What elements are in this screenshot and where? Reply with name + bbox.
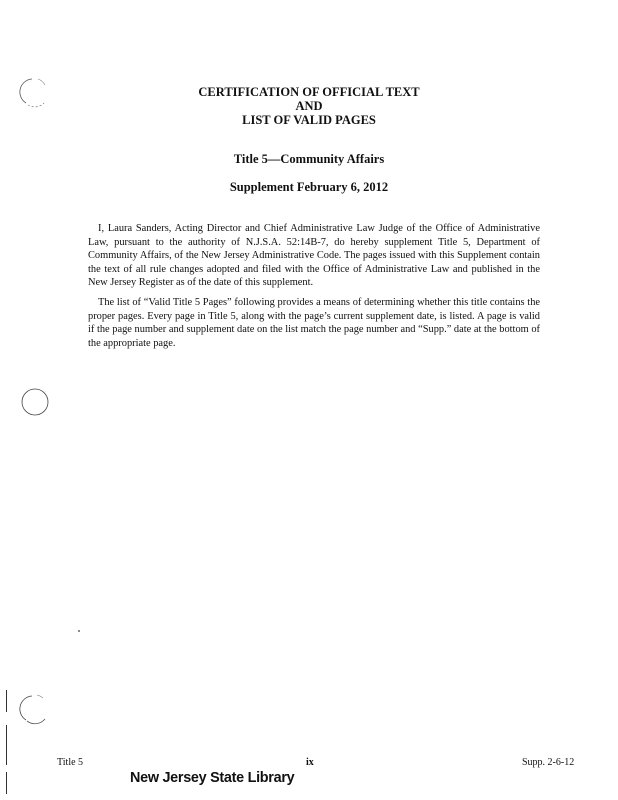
supplement-date-heading: Supplement February 6, 2012 bbox=[229, 180, 389, 194]
valid-pages-heading: LIST OF VALID PAGES bbox=[242, 113, 376, 127]
scan-edge-mark bbox=[6, 690, 7, 712]
punch-hole-mark bbox=[18, 690, 52, 730]
valid-pages-paragraph: The list of “Valid Title 5 Pages” following provides a means of determining whether this title contains the proper pages. Every page in Title 5, along with the page’s current supplement date, is listed. A page is valid if the page number and supplement date on the list match the page number and “Supp.” date at the bottom of the appropriate page. bbox=[88, 297, 540, 349]
certification-heading: CERTIFICATION OF OFFICIAL TEXT bbox=[198, 85, 420, 99]
footer-supplement-date: Supp. 2-6-12 bbox=[522, 757, 575, 768]
scan-edge-mark bbox=[6, 725, 7, 765]
scan-speck bbox=[78, 630, 80, 632]
scan-edge-mark bbox=[6, 772, 7, 794]
title-heading: Title 5—Community Affairs bbox=[233, 152, 385, 166]
footer-title: Title 5 bbox=[57, 757, 84, 768]
footer-page-number: ix bbox=[306, 757, 314, 768]
heading-and: AND bbox=[295, 99, 323, 113]
punch-hole-mark bbox=[18, 385, 52, 419]
certification-paragraph: I, Laura Sanders, Acting Director and Chief Administrative Law Judge of the Office of Administrative Law, pursuant to the authority of N.J.S.A. 52:14B-7, do hereby supplement Title 5, Department of Community Affairs, of the New Jersey Administrative Code. The pages issued with this Supplement contain the text of all rule changes adopted and filed with the Office of Administrative Law and published in the New Jersey Register as of the date of this supplement. bbox=[88, 223, 540, 289]
library-stamp: New Jersey State Library bbox=[130, 769, 295, 786]
